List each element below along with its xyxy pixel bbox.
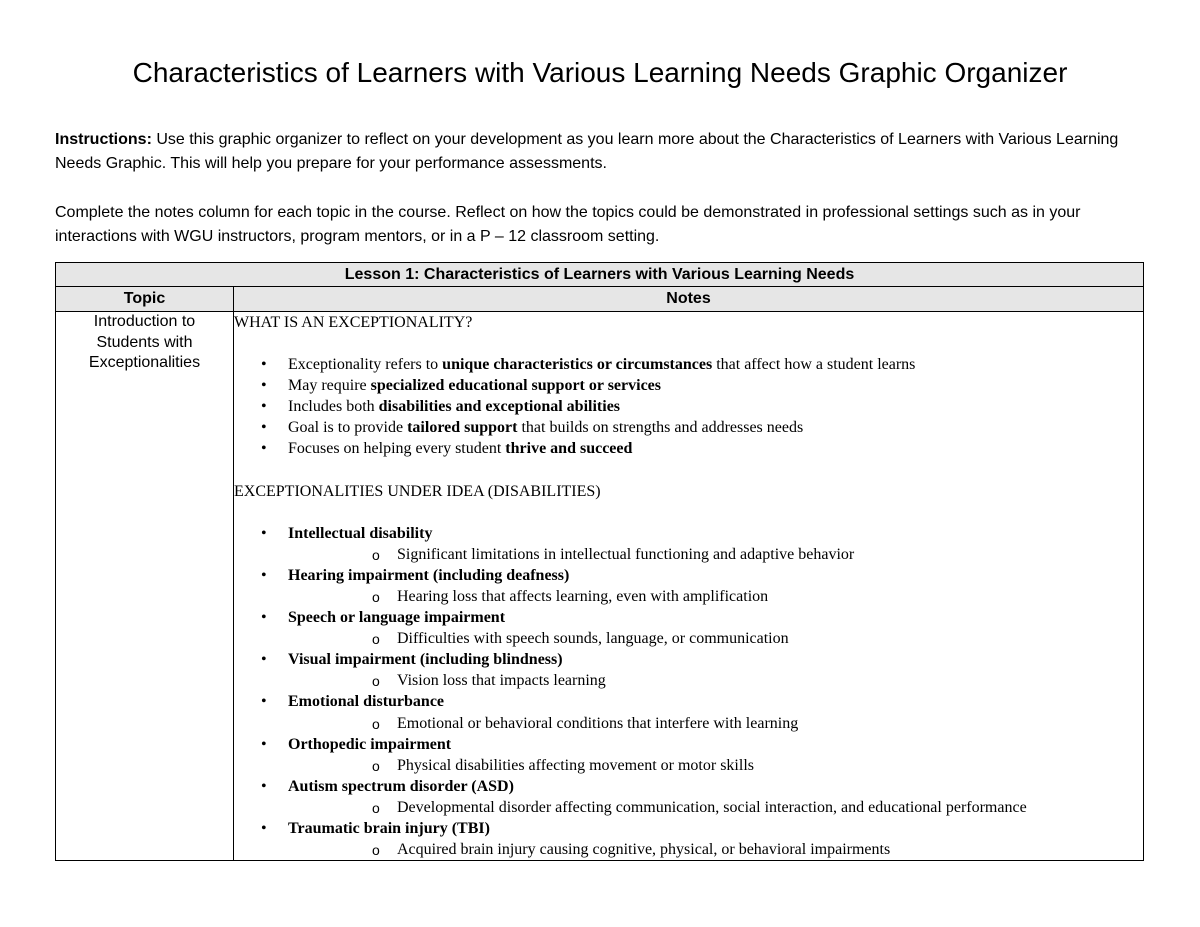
lesson-row bbox=[56, 263, 1144, 287]
list-item: o Acquired brain injury causing cognitive, physical, or behavioral impairments bbox=[288, 839, 1143, 860]
notes-cell[interactable] bbox=[234, 312, 1144, 861]
disability-term: Autism spectrum disorder (ASD) bbox=[288, 777, 514, 795]
lesson-heading: Lesson 1: Characteristics of Learners with Various Learning Needs bbox=[56, 263, 1144, 287]
topic-column-header: Topic bbox=[56, 287, 234, 312]
list-item: • Includes both disabilities and exceptional abilities bbox=[234, 396, 1143, 417]
disability-term: Intellectual disability bbox=[288, 524, 433, 542]
section-heading: EXCEPTIONALITIES UNDER IDEA (DISABILITIES) bbox=[234, 482, 601, 500]
exceptionality-bullet-list bbox=[234, 354, 1143, 459]
list-item: o Emotional or behavioral conditions that interfere with learning bbox=[288, 713, 1143, 734]
list-item: • May require specialized educational support or services bbox=[234, 375, 1143, 396]
disability-term: Orthopedic impairment bbox=[288, 735, 452, 753]
instructions-text: Use this graphic organizer to reflect on your development as you learn more about the Characteristics of Learners with Various Learning Needs Graphic. This will help you prepare for your performance assessments. bbox=[55, 131, 1119, 172]
idea-disability-list bbox=[234, 523, 1143, 861]
table-row bbox=[56, 312, 1144, 861]
list-item: o Vision loss that impacts learning bbox=[288, 670, 1143, 691]
list-item: o Developmental disorder affecting communication, social interaction, and educational performance bbox=[288, 797, 1143, 818]
list-item: o Significant limitations in intellectual functioning and adaptive behavior bbox=[288, 544, 1143, 565]
topic-line: Exceptionalities bbox=[88, 354, 201, 371]
list-item: o Difficulties with speech sounds, language, or communication bbox=[288, 628, 1143, 649]
instructions-label: Instructions: bbox=[55, 131, 152, 148]
list-item bbox=[234, 523, 1143, 565]
header-row bbox=[56, 287, 1144, 312]
disability-term: Speech or language impairment bbox=[288, 609, 506, 627]
list-item: • Exceptionality refers to unique characteristics or circumstances that affect how a student learns bbox=[234, 354, 1143, 375]
disability-term: Emotional disturbance bbox=[288, 693, 445, 711]
list-item: • Focuses on helping every student thrive and succeed bbox=[234, 438, 1143, 459]
topic-line: Students with bbox=[96, 333, 193, 351]
list-item: • Goal is to provide tailored support that builds on strengths and addresses needs bbox=[234, 417, 1143, 438]
instructions-paragraph bbox=[55, 128, 1145, 176]
list-item bbox=[234, 818, 1143, 860]
list-item: o Physical disabilities affecting movement or motor skills bbox=[288, 755, 1143, 776]
page-title: Characteristics of Learners with Various Learning Needs Graphic Organizer bbox=[132, 57, 1068, 88]
notes-column-header: Notes bbox=[234, 287, 1144, 312]
list-item bbox=[234, 649, 1143, 691]
disability-term: Traumatic brain injury (TBI) bbox=[288, 819, 490, 837]
list-item bbox=[234, 607, 1143, 649]
list-item: o Hearing loss that affects learning, even with amplification bbox=[288, 586, 1143, 607]
graphic-organizer-table bbox=[55, 262, 1144, 861]
disability-term: Hearing impairment (including deafness) bbox=[288, 566, 570, 584]
section-heading: WHAT IS AN EXCEPTIONALITY? bbox=[234, 314, 473, 331]
list-item bbox=[234, 691, 1143, 733]
topic-line: Introduction to bbox=[93, 313, 196, 330]
complete-notes-paragraph: Complete the notes column for each topic in the course. Reflect on how the topics could be demonstrated in professional settings such as in your interactions with WGU instructors, program mentors, or in a P – 12 classroom setting. bbox=[55, 204, 1081, 245]
topic-cell bbox=[56, 312, 234, 861]
list-item bbox=[234, 776, 1143, 818]
disability-term: Visual impairment (including blindness) bbox=[288, 651, 563, 669]
list-item bbox=[234, 734, 1143, 776]
list-item bbox=[234, 565, 1143, 607]
